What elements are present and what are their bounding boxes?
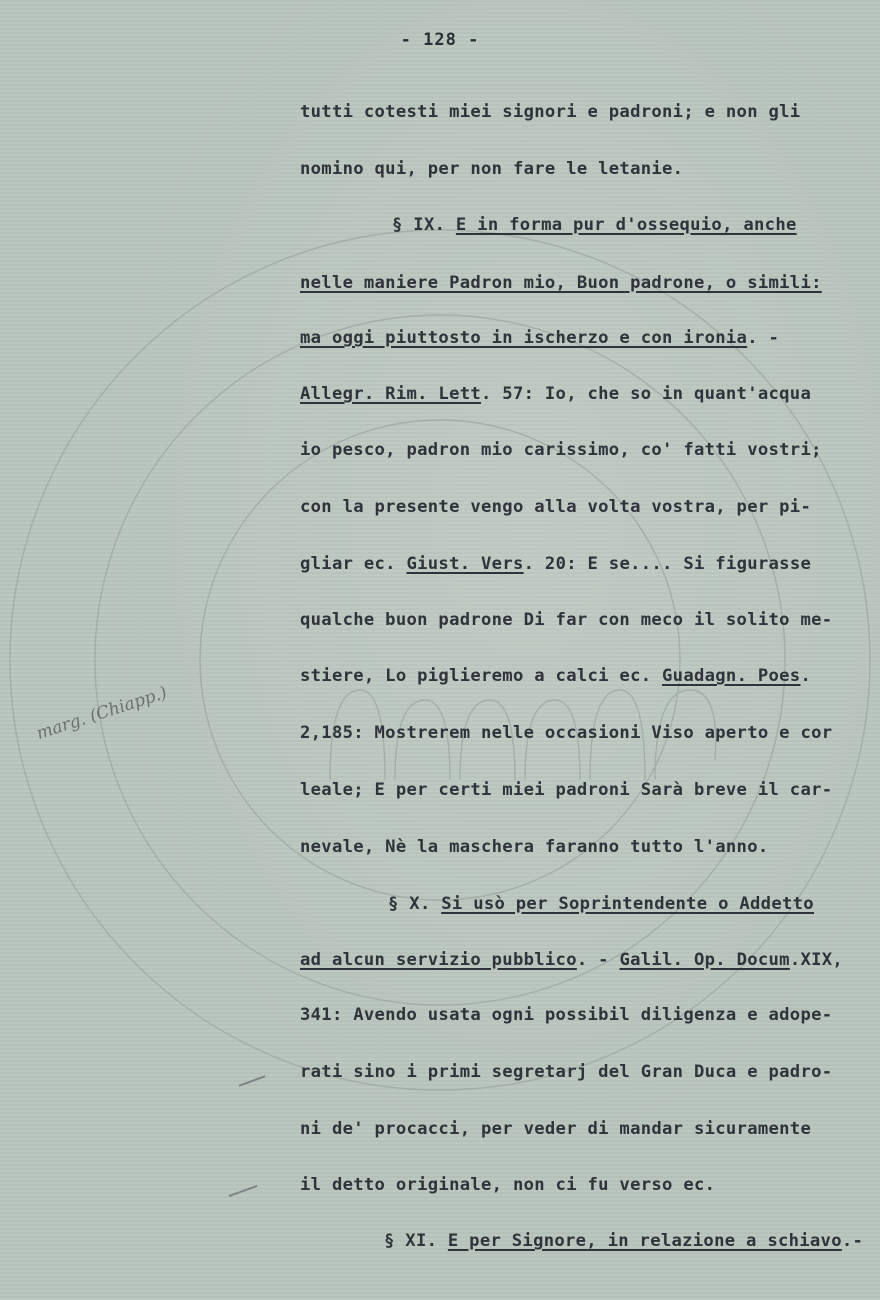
underlined-citation: Giust. Vers: [406, 554, 524, 574]
text-line: [300, 780, 832, 800]
text-line: [300, 102, 800, 122]
text-run: 341: Avendo usata ogni possibil diligenza e adope-: [300, 1005, 833, 1025]
margin-note: marg. (Chiapp.): [34, 682, 170, 745]
text-line: [300, 440, 822, 460]
text-line: [384, 1231, 863, 1251]
underlined-citation: Galil. Op. Docum: [619, 950, 790, 970]
text-line: [300, 837, 769, 857]
underlined-citation: E per Signore, in relazione a schiavo: [447, 1231, 842, 1251]
text-run: . 57: Io, che so in quant'acqua: [481, 384, 812, 404]
text-run: . 20: E se.... Si figurasse: [523, 554, 812, 574]
page-number: - 128 -: [400, 30, 480, 50]
text-line: [300, 1062, 832, 1082]
text-run: ni de' procacci, per veder di mandar sicuramente: [300, 1119, 812, 1139]
text-run: . -: [576, 950, 620, 970]
text-run: nomino qui, per non fare le letanie.: [300, 159, 684, 179]
text-run: .-: [841, 1231, 864, 1251]
text-line: [300, 723, 832, 743]
text-line: [300, 554, 811, 574]
underlined-citation: nelle maniere Padron mio, Buon padrone, o simili:: [300, 273, 822, 293]
text-line: [388, 894, 814, 914]
text-run: § X.: [388, 894, 442, 914]
text-line: [300, 610, 832, 630]
text-line: [300, 1005, 832, 1025]
text-line: [300, 950, 843, 970]
text-run: .: [800, 666, 812, 686]
text-run: stiere, Lo piglieremo a calci ec.: [300, 666, 663, 686]
text-run: . -: [747, 328, 780, 348]
text-run: leale; E per certi miei padroni Sarà breve il car-: [300, 780, 833, 800]
text-line: [300, 1175, 715, 1195]
underlined-citation: ad alcun servizio pubblico: [300, 950, 577, 970]
text-run: qualche buon padrone Di far con meco il solito me-: [300, 610, 833, 630]
text-line: [300, 328, 779, 348]
text-run: 2,185: Mostrerem nelle occasioni Viso aperto e cor: [300, 723, 833, 743]
underlined-citation: Allegr. Rim. Lett: [300, 384, 482, 404]
underlined-citation: ma oggi piuttosto in ischerzo e con ironia: [300, 328, 748, 348]
text-line: [300, 1119, 811, 1139]
underlined-citation: E in forma pur d'ossequio, anche: [455, 215, 797, 235]
text-line: [300, 384, 811, 404]
text-run: gliar ec.: [300, 554, 407, 574]
text-line: [300, 159, 683, 179]
underlined-citation: Guadagn. Poes: [662, 666, 801, 686]
text-run: io pesco, padron mio carissimo, co' fatti vostri;: [300, 440, 822, 460]
text-run: tutti cotesti miei signori e padroni; e non gli: [300, 102, 801, 122]
text-run: il detto originale, non ci fu verso ec.: [300, 1175, 716, 1195]
text-run: § XI.: [384, 1231, 448, 1251]
text-line: [300, 666, 811, 686]
text-run: nevale, Nè la maschera faranno tutto l'anno.: [300, 837, 769, 857]
text-run: con la presente vengo alla volta vostra, per pi-: [300, 497, 812, 517]
text-line: [300, 273, 822, 293]
text-line: [392, 215, 797, 235]
text-run: rati sino i primi segretarj del Gran Duca e padro-: [300, 1062, 833, 1082]
text-line: [300, 497, 811, 517]
text-run: .XIX,: [789, 950, 844, 970]
text-run: § IX.: [392, 215, 456, 235]
underlined-citation: Si usò per Soprintendente o Addetto: [441, 894, 814, 914]
